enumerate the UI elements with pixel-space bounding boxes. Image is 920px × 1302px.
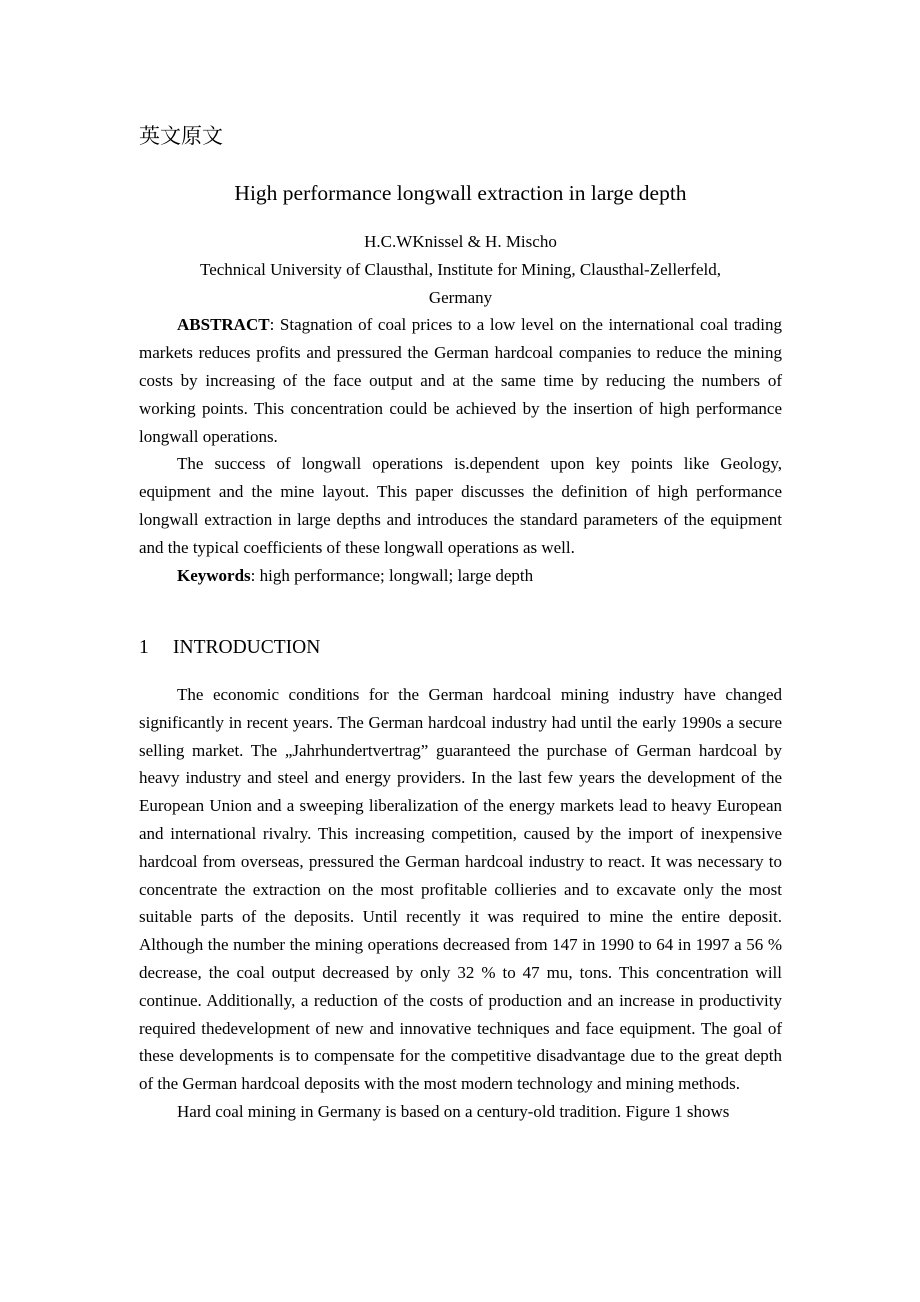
section-number: 1	[139, 637, 149, 658]
affiliation-line-1: Technical University of Clausthal, Institute for Mining, Clausthal-Zellerfeld,	[200, 259, 721, 279]
keywords-label: Keywords	[177, 565, 251, 585]
section-body	[139, 681, 782, 1126]
keywords-text: : high performance; longwall; large depth	[250, 565, 534, 585]
abstract-paragraph	[139, 311, 782, 450]
section-heading	[139, 634, 320, 662]
affiliation-line-2: Germany	[428, 287, 493, 307]
paper-title: High performance longwall extraction in large depth	[234, 181, 687, 205]
front-matter	[139, 228, 782, 589]
section-label: 英文原文	[139, 124, 223, 148]
intro-paragraph-1: The economic conditions for the German hardcoal mining industry have changed significantly in recent years. The German hardcoal industry had until the early 1990s a secure selling market. The „Jahrhundertvertrag” guaranteed the purchase of German hardcoal by heavy industry and steel and energy providers. In the last few years the development of the European Union and a sweeping liberalization of the energy markets lead to heavy European and international rivalry. This increasing competition, caused by the import of inexpensive hardcoal from overseas, pressured the German hardcoal industry to react. It was necessary to concentrate the extraction on the most profitable collieries and to excavate only the most suitable parts of the deposits. Until recently it was required to mine the entire deposit. Although the number the mining operations decreased from 147 in 1990 to 64 in 1997 a 56 % decrease, the coal output decreased by only 32 % to 47 mu, tons. This concentration will continue. Additionally, a reduction of the costs of production and an increase in productivity required thedevelopment of new and innovative techniques and face equipment. The goal of these developments is to compensate for the competitive disadvantage due to the great depth of the German hardcoal deposits with the most modern technology and mining methods.	[139, 685, 782, 1094]
section-title: INTRODUCTION	[173, 637, 321, 658]
abstract-paragraph-2: The success of longwall operations is.dependent upon key points like Geology, equipment and the mine layout. This paper discusses the definition of high performance longwall extraction in large depths and introduces the standard parameters of the equipment and the typical coefficients of these longwall operations as well.	[139, 454, 782, 557]
authors: H.C.WKnissel & H. Mischo	[364, 232, 557, 251]
abstract-text: : Stagnation of coal prices to a low level on the international coal trading markets reduces profits and pressured the German hardcoal companies to reduce the mining costs by increasing of the face output and at the same time by reducing the numbers of working points. This concentration could be achieved by the insertion of high performance longwall operations.	[139, 315, 782, 446]
abstract-label: ABSTRACT	[177, 315, 270, 335]
intro-paragraph-2: Hard coal mining in Germany is based on a century-old tradition. Figure 1 shows	[177, 1101, 730, 1121]
keywords-line	[139, 562, 782, 590]
